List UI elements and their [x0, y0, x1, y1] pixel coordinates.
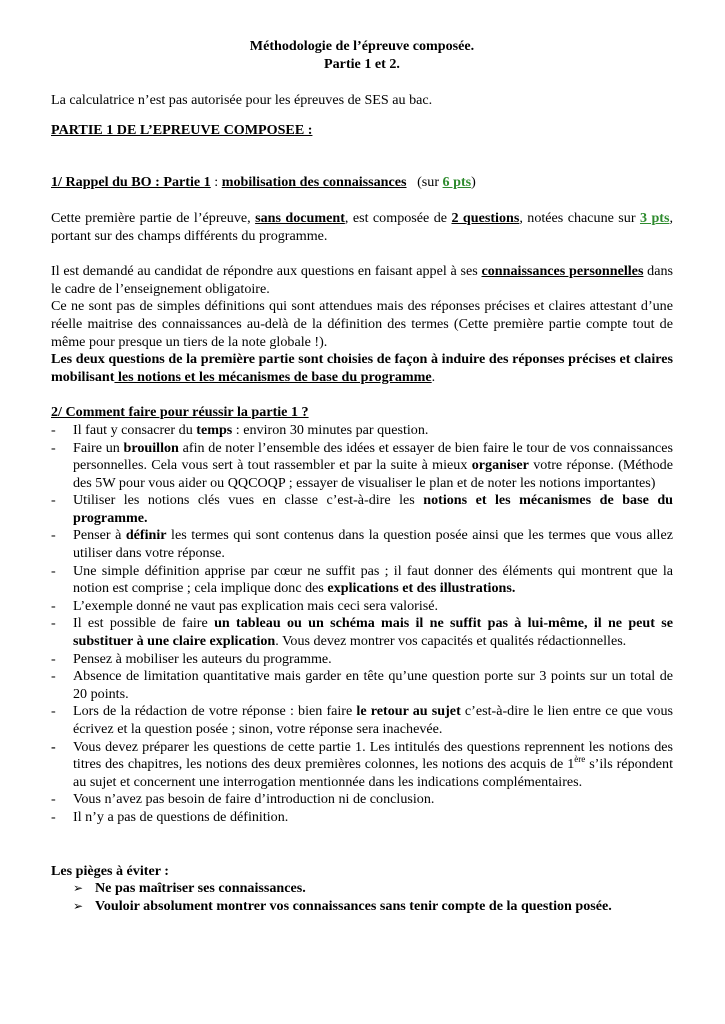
list-item: [51, 492, 673, 527]
two-questions-emphasis: 2 questions: [451, 209, 520, 226]
document-title-line2: Partie 1 et 2.: [324, 55, 400, 72]
text-run: Vous devez préparer les questions de cette partie 1. Les intitulés des questions reprennent les notions des titres des chapitres, les notions des deux premières colonnes, les notions des acquis de 1: [73, 738, 673, 773]
dash-bullet: -: [51, 597, 56, 614]
text-run: Vous n’avez pas besoin de faire d’introduction ni de conclusion.: [73, 791, 435, 808]
arrow-bullet-icon: ➢: [73, 898, 84, 913]
section2-heading: 2/ Comment faire pour réussir la partie 1 ?: [51, 404, 309, 421]
text-run: Il n’y a pas de questions de définition.: [73, 808, 289, 825]
list-item: [51, 668, 673, 703]
dash-bullet: -: [51, 439, 56, 456]
section1-heading-label: 1/ Rappel du BO : Partie 1: [51, 174, 211, 191]
list-item: [51, 598, 673, 616]
dash-bullet: -: [51, 703, 56, 720]
text-run: Les deux questions de la première partie sont choisies de façon à induire des réponses précises et claires mobilisant: [51, 351, 673, 385]
list-item: [51, 527, 673, 562]
list-item: [51, 422, 673, 440]
text-run: Utiliser les notions clés vues en classe c’est-à-dire les: [73, 492, 424, 509]
text-run: Cette première partie de l’épreuve,: [51, 209, 256, 226]
text-run: Ne pas maîtriser ses connaissances.: [95, 880, 306, 897]
document-title-line1: Méthodologie de l’épreuve composée.: [249, 38, 475, 54]
notions-mechanisms-emphasis: les notions et les mécanismes de base du programme: [114, 368, 432, 385]
text-emphasis: brouillon: [123, 439, 179, 456]
list-item: [51, 615, 673, 650]
text-run: .: [431, 368, 436, 385]
section1-heading-sep: :: [210, 174, 222, 191]
dash-bullet: -: [51, 791, 56, 808]
dash-bullet: -: [51, 668, 56, 685]
list-item: [51, 440, 673, 493]
section1-paragraph-2: [51, 263, 673, 298]
list-item: [51, 563, 673, 598]
dash-bullet: -: [51, 738, 56, 755]
part1-heading: PARTIE 1 DE L’EPREUVE COMPOSEE :: [51, 121, 313, 138]
text-run: Penser à: [73, 527, 126, 544]
text-run: afin de noter l’ensemble des idées et essayer de bien faire le tour de vos connaissances personnelles. Cela vous sert à tout rassembler et par la suite à mieux: [73, 439, 673, 474]
text-run: L’exemple donné ne vaut pas explication mais ceci sera valorisé.: [73, 597, 438, 614]
dash-bullet: -: [51, 527, 56, 544]
text-emphasis: notions et les mécanismes de base du programme.: [73, 492, 673, 526]
text-run: les termes qui sont contenus dans la question posée ainsi que les termes que vous allez utiliser dans votre réponse.: [73, 527, 673, 562]
text-run: Faire un: [73, 439, 124, 456]
text-run: : environ 30 minutes par question.: [232, 421, 429, 438]
section1-heading-topic: mobilisation des connaissances: [221, 174, 407, 191]
dash-bullet: -: [51, 650, 56, 667]
text-run: Vouloir absolument montrer vos connaissances sans tenir compte de la question posée.: [95, 897, 612, 914]
text-emphasis: le retour au sujet: [356, 703, 461, 720]
text-emphasis: un tableau ou un schéma mais il ne suffit pas à lui-même, il ne peut se substituer à une claire explication: [73, 615, 673, 650]
list-item: [51, 703, 673, 738]
text-run: Une simple définition apprise par cœur ne suffit pas ; il faut donner des éléments qui montrent que la notion est comprise ; cela implique donc des: [73, 562, 673, 597]
section1-paragraph-3: Ce ne sont pas de simples définitions qui sont attendues mais des réponses précises et claires attestant d’une réelle maitrise des connaissances au-delà de la définition des termes (Cette première partie compte tout de même pour presque un tiers de la note globale !).: [51, 298, 673, 350]
text-run: , notées chacune sur: [519, 209, 640, 226]
section1-heading-suffix: ): [471, 174, 476, 191]
text-run: Il est possible de faire: [73, 615, 215, 632]
text-run: dans le cadre de l’enseignement obligatoire.: [51, 263, 674, 297]
superscript-ere: ère: [574, 754, 586, 765]
text-run: Il est demandé au candidat de répondre aux questions en faisant appel à ses: [51, 263, 482, 280]
text-run: votre réponse. (Méthode des 5W pour vous aider ou QQCOQP ; essayer de visualiser le plan et de noter les notions importantes): [73, 457, 673, 491]
list-item: [51, 809, 673, 827]
pitfalls-heading: Les pièges à éviter :: [51, 862, 169, 879]
text-run: . Vous devez montrer vos capacités et qualités rédactionnelles.: [275, 633, 627, 650]
advice-list: [51, 422, 673, 827]
text-run: Lors de la rédaction de votre réponse : bien faire: [73, 703, 357, 720]
dash-bullet: -: [51, 421, 56, 438]
arrow-bullet-icon: ➢: [73, 881, 84, 896]
section1-heading-points-prefix: (sur: [406, 174, 443, 191]
text-emphasis: définir: [125, 527, 167, 544]
dash-bullet: -: [51, 562, 56, 579]
section1-paragraph-4: [51, 351, 673, 386]
text-run: Il faut y consacrer du: [73, 421, 197, 438]
text-emphasis: temps: [196, 421, 233, 438]
list-item: [73, 880, 673, 898]
text-run: , portant sur des champs différents du programme.: [51, 209, 673, 244]
text-emphasis: organiser: [471, 457, 529, 474]
list-item: [73, 898, 673, 916]
text-emphasis: explications et des illustrations.: [327, 580, 516, 597]
personal-knowledge-emphasis: connaissances personnelles: [481, 263, 644, 280]
dash-bullet: -: [51, 808, 56, 825]
list-item: [51, 739, 673, 792]
three-points-emphasis: 3 pts: [639, 209, 670, 226]
document-page: [51, 38, 673, 915]
section1-heading: [51, 174, 673, 192]
dash-bullet: -: [51, 492, 56, 509]
section1-paragraph-1: [51, 210, 673, 245]
intro-paragraph: La calculatrice n’est pas autorisée pour les épreuves de SES au bac.: [51, 92, 433, 109]
text-run: Absence de limitation quantitative mais garder en tête qu’une question porte sur 3 points sur un total de 20 points.: [73, 668, 673, 702]
pitfalls-list: [51, 880, 673, 915]
text-run: Pensez à mobiliser les auteurs du programme.: [73, 650, 332, 667]
list-item: [51, 791, 673, 809]
text-run: , est composée de: [344, 209, 452, 226]
list-item: [51, 651, 673, 669]
text-run: c’est-à-dire le lien entre ce que vous écrivez et la question posée ; sinon, votre réponse sera inachevée.: [73, 703, 673, 737]
dash-bullet: -: [51, 615, 56, 632]
section1-points: 6 pts: [442, 174, 472, 191]
sans-document-emphasis: sans document: [255, 209, 345, 226]
text-run: s’ils répondent au sujet et concernent une interrogation mentionnée dans les indications complémentaires.: [73, 756, 673, 790]
